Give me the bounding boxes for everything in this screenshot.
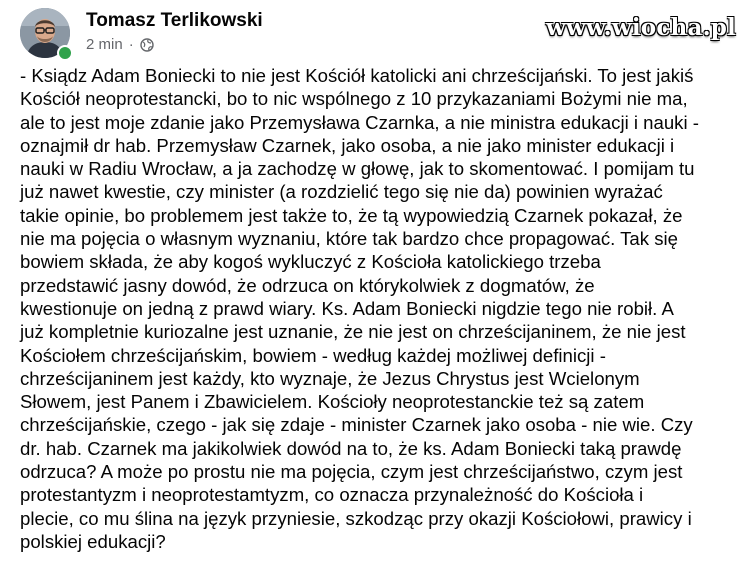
watermark-logo: www.wiocha.pl bbox=[545, 14, 736, 41]
online-status-dot bbox=[57, 45, 73, 61]
post-text-line: plecie, co mu ślina na język przyniesie, szkodząc przy okazji Kościołowi, prawicy i bbox=[20, 507, 692, 529]
post-text-line: polskiej edukacji? bbox=[20, 530, 166, 552]
post-header bbox=[20, 8, 560, 64]
author-name[interactable]: Tomasz Terlikowski bbox=[86, 10, 263, 31]
post-text-line: takie opinie, bo problemem jest także to, że tą wypowiedzią Czarnek pokazał, że bbox=[20, 204, 683, 226]
post-text-line: nauki w Radiu Wrocław, a ja zachodzę w głowę, jak to skomentować. I pomijam tu bbox=[20, 158, 695, 180]
post-text-line: bowiem składa, że aby kogoś wykluczyć z Kościoła katolickiego trzeba bbox=[20, 251, 601, 273]
post-text-line: chrześcijaninem jest każdy, kto wyznaje, że Jezus Chrystus jest Wcielonym bbox=[20, 367, 640, 389]
post-meta bbox=[86, 36, 154, 53]
post-text-line: Kościołem chrześcijańskim, bowiem - według każdej możliwej definicji - bbox=[20, 344, 606, 366]
post-text-line: już nawet kwestie, czy minister (a rozdzielić tego się nie da) powinien wyrażać bbox=[20, 181, 663, 203]
post-text-line: Słowem, jest Panem i Zbawicielem. Kościoły neoprotestanckie też są zatem bbox=[20, 391, 645, 413]
post-text-line: Kościół neoprotestancki, bo to nic wspólnego z 10 przykazaniami Bożymi nie ma, bbox=[20, 88, 688, 110]
globe-icon[interactable] bbox=[140, 38, 154, 52]
post-text-line: nie ma pojęcia o własnym wyznaniu, które tak bardzo chce propagować. Tak się bbox=[20, 228, 679, 250]
post-body-text bbox=[20, 64, 734, 553]
post-text-line: kwestionuje on jedną z prawd wiary. Ks. Adam Boniecki nigdzie tego nie robił. A bbox=[20, 297, 674, 319]
post-timestamp[interactable]: 2 min bbox=[86, 36, 123, 53]
post-text-line: już kompletnie kuriozalne jest uznanie, że nie jest on chrześcijaninem, że nie jest bbox=[20, 321, 686, 343]
post-text-line: chrześcijańskie, czego - jak się zdaje - minister Czarnek jako osoba - nie wie. Czy bbox=[20, 414, 693, 436]
meta-separator: · bbox=[128, 36, 134, 53]
post-text-line: protestantyzm i neoprotestamtyzm, co oznacza przynależność do Kościoła i bbox=[20, 484, 644, 506]
post-text-line: odrzuca? A może po prostu nie ma pojęcia, czym jest chrześcijaństwo, czym jest bbox=[20, 461, 683, 483]
post-text-line: ale to jest moje zdanie jako Przemysława Czarnka, a nie ministra edukacji i nauki - bbox=[20, 111, 699, 133]
post-text-line: przedstawić jasny dowód, że odrzuca on którykolwiek z dogmatów, że bbox=[20, 274, 595, 296]
post-text-line: oznajmił dr hab. Przemysław Czarnek, jako osoba, a nie jako minister edukacji i bbox=[20, 134, 675, 156]
post-text-line: - Ksiądz Adam Boniecki to nie jest Kościół katolicki ani chrześcijański. To jest jakiś bbox=[20, 65, 694, 86]
post-text-line: dr. hab. Czarnek ma jakikolwiek dowód na to, że ks. Adam Boniecki taką prawdę bbox=[20, 437, 682, 459]
